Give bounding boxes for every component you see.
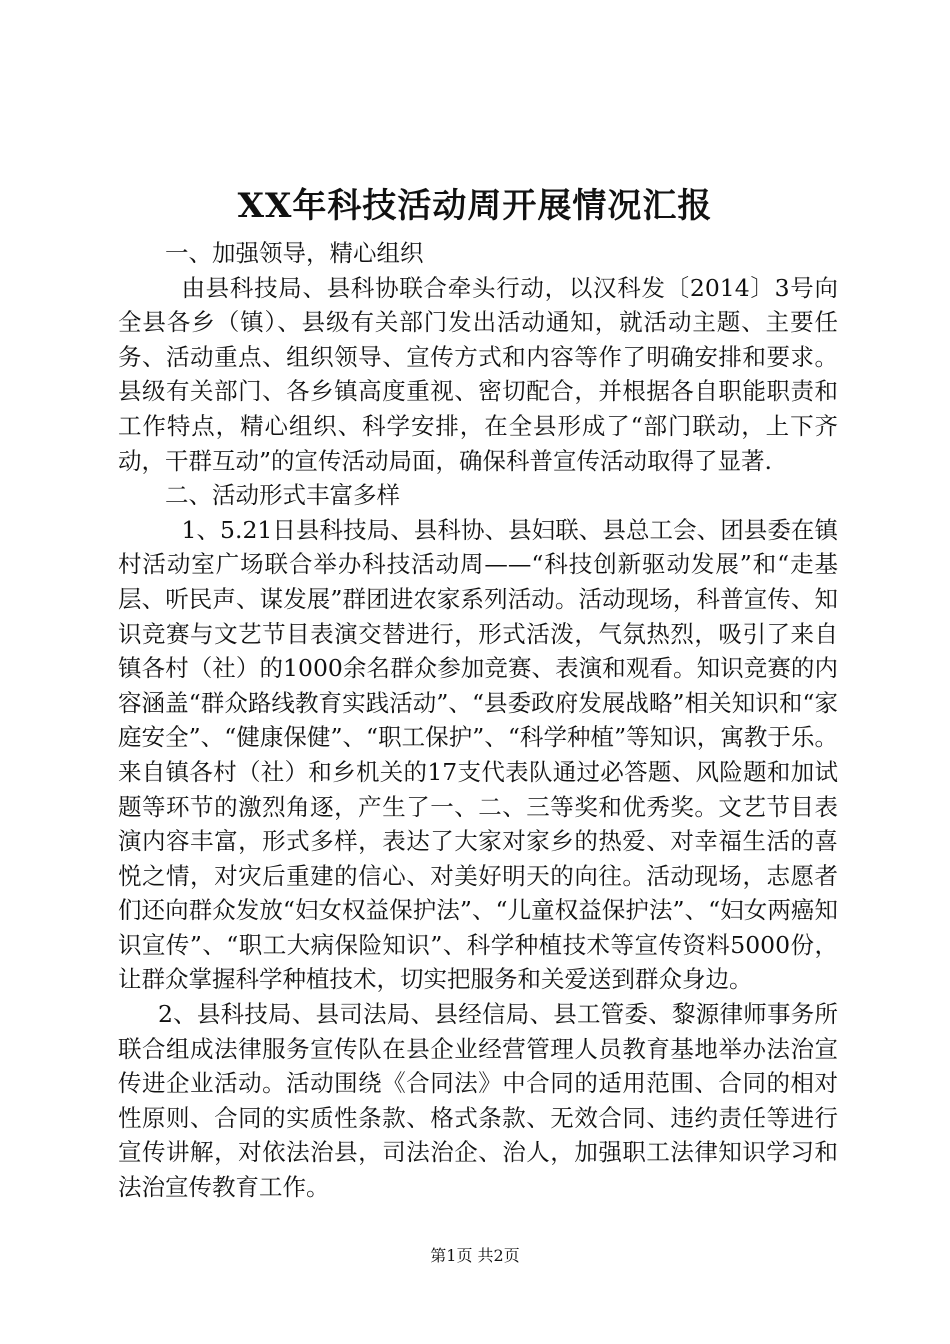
paragraph: 2、县科技局、县司法局、县经信局、县工管委、黎源律师事务所联合组成法律服务宣传队在县企业经营管理人员教育基地举办法治宣传进企业活动。活动围绕《合同法》中合同的适用范围、合同的相对性原则、合同的实质性条款、格式条款、无效合同、违约责任等进行宣传讲解，对依法治县，司法治企、治人，加强职工法律知识学习和法治宣传教育工作。	[118, 1000, 838, 1202]
section-heading: 二、活动形式丰富多样	[165, 481, 400, 510]
document-title: XX年科技活动周开展情况汇报	[237, 186, 713, 226]
paragraph: 由县科技局、县科协联合牵头行动，以汉科发〔2014〕3号向全县各乡（镇）、县级有关部门发出活动通知，就活动主题、主要任务、活动重点、组织领导、宣传方式和内容等作了明确安排和要求。县级有关部门、各乡镇高度重视、密切配合，并根据各自职能职责和工作特点，精心组织、科学安排，在全县形成了“部门联动，上下齐动，干群互动”的宣传活动局面，确保科普宣传活动取得了显著.	[118, 273, 838, 475]
section-heading: 一、加强领导，精心组织	[165, 239, 424, 267]
document-body	[118, 236, 838, 1205]
page-footer: 第1页 共2页	[430, 1246, 520, 1265]
paragraph: 1、5.21日县科技局、县科协、县妇联、县总工会、团县委在镇村活动室广场联合举办科技活动周——“科技创新驱动发展”和“走基层、听民声、谋发展”群团进农家系列活动。活动现场，科普宣传、知识竞赛与文艺节目表演交替进行，形式活泼，气氛热烈，吸引了来自镇各村（社）的1000余名群众参加竞赛、表演和观看。知识竞赛的内容涵盖“群众路线教育实践活动”、“县委政府发展战略”相关知识和“家庭安全”、“健康保健”、“职工保护”、“科学种植”等知识，寓教于乐。来自镇各村（社）和乡机关的17支代表队通过必答题、风险题和加试题等环节的激烈角逐，产生了一、二、三等奖和优秀奖。文艺节目表演内容丰富，形式多样，表达了大家对家乡的热爱、对幸福生活的喜悦之情，对灾后重建的信心、对美好明天的向往。活动现场，志愿者们还向群众发放“妇女权益保护法”、“儿童权益保护法”、“妇女两癌知识宣传”、“职工大病保险知识”、科学种植技术等宣传资料5000份，让群众掌握科学种植技术，切实把服务和关爱送到群众身边。	[118, 515, 838, 994]
